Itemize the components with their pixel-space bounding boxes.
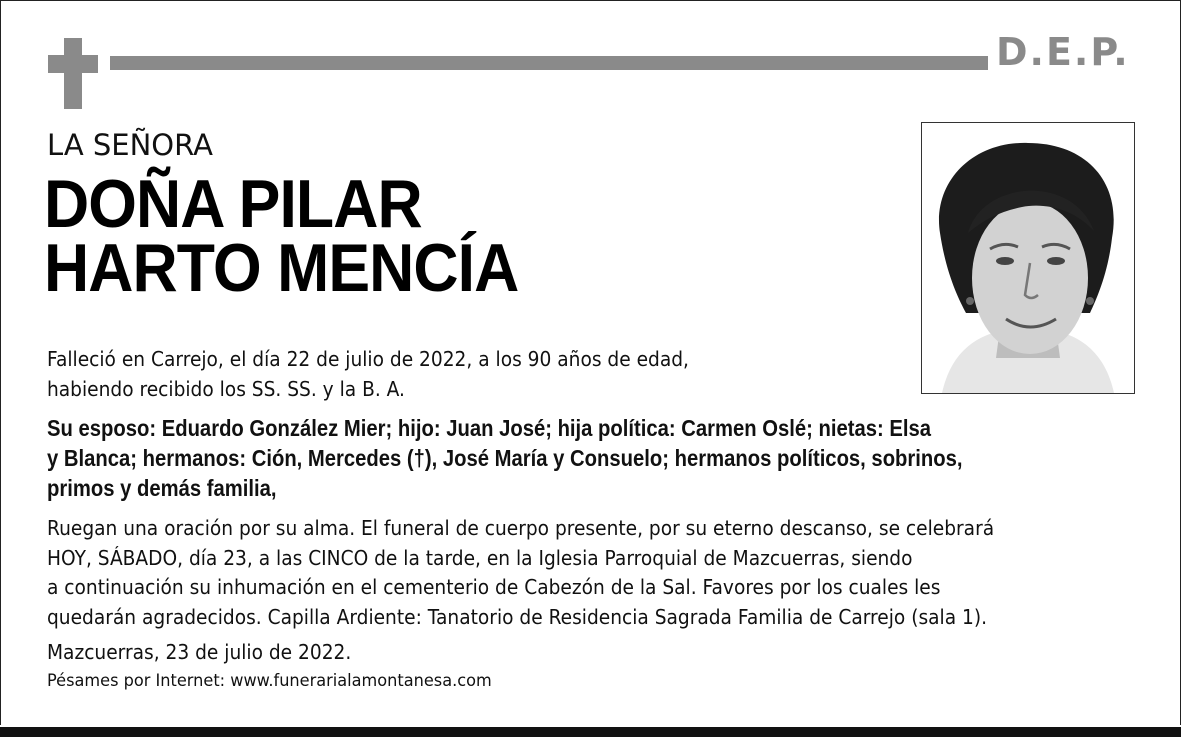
portrait-photo <box>921 122 1135 394</box>
portrait-illustration <box>922 123 1134 393</box>
funeral-line3: a continuación su inhumación en el cementerio de Cabezón de la Sal. Favores por los cuales les <box>47 575 941 599</box>
death-notice-line1: Falleció en Carrejo, el día 22 de julio de 2022, a los 90 años de edad, <box>47 347 689 371</box>
header-rule <box>110 56 988 70</box>
cross-vertical-bar <box>64 38 82 109</box>
deceased-prefix: LA SEÑORA <box>47 128 213 162</box>
deceased-name-line2: HARTO MENCÍA <box>44 230 519 306</box>
place-date: Mazcuerras, 23 de julio de 2022. <box>47 640 352 664</box>
funeral-line1: Ruegan una oración por su alma. El funeral de cuerpo presente, por su eterno descanso, se celebrará <box>47 516 995 540</box>
death-notice-line2: habiendo recibido los SS. SS. y la B. A. <box>47 377 405 401</box>
deceased-name <box>44 166 519 306</box>
family-line2: y Blanca; hermanos: Ción, Mercedes (†), José María y Consuelo; hermanos políticos, sobrinos, <box>47 445 963 471</box>
bottom-border <box>0 727 1181 737</box>
family-line3: primos y demás familia, <box>47 475 277 501</box>
deceased-name-line1: DOÑA PILAR <box>44 166 422 242</box>
family-line1: Su esposo: Eduardo González Mier; hijo: Juan José; hija política: Carmen Oslé; nietas: Elsa <box>47 415 932 441</box>
cross-horizontal-bar <box>48 55 98 73</box>
dep-label: D.E.P. <box>996 30 1130 74</box>
condolences-link-text: Pésames por Internet: www.funerarialamontanesa.com <box>47 671 492 691</box>
death-notice <box>47 344 847 404</box>
funeral-line2: HOY, SÁBADO, día 23, a las CINCO de la tarde, en la Iglesia Parroquial de Mazcuerras, siendo <box>47 545 913 570</box>
funeral-notice <box>47 514 1126 632</box>
funeral-line4: quedarán agradecidos. Capilla Ardiente: Tanatorio de Residencia Sagrada Familia de Carrejo (sala 1). <box>47 604 988 629</box>
family-list <box>47 413 1033 503</box>
